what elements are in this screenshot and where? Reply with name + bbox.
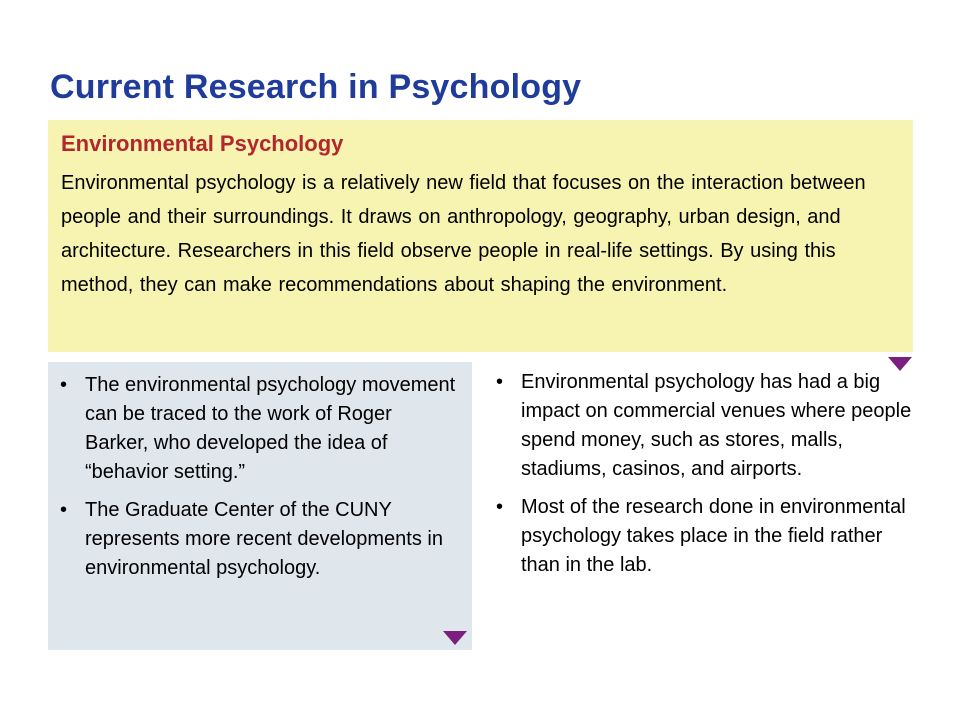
slide-title: Current Research in Psychology	[50, 68, 582, 106]
down-triangle-marker-icon	[443, 631, 467, 645]
bullet-icon: •	[60, 374, 68, 396]
bullet-text: Most of the research done in environmental psychology takes place in the field rather than in the lab.	[521, 496, 906, 576]
intro-body: Environmental psychology is a relatively new field that focuses on the interaction between people and their surroundings. It draws on anthropology, geography, urban design, and architecture. Researchers in this field observe people in real-life settings. By using this method, they can make recommendations about shaping the environment.	[61, 172, 866, 296]
bullet-icon: •	[496, 371, 504, 393]
left-bullet-box	[48, 362, 472, 650]
bullet-text: The Graduate Center of the CUNY represents more recent developments in environmental psychology.	[85, 499, 443, 579]
left-bullet-list	[60, 371, 458, 583]
bullet-text: Environmental psychology has had a big impact on commercial venues where people spend money, such as stores, malls, stadiums, casinos, and airports.	[521, 371, 912, 480]
bullet-icon: •	[496, 496, 504, 518]
bullet-text: The environmental psychology movement can be traced to the work of Roger Barker, who developed the idea of “behavior setting.”	[85, 374, 456, 483]
intro-box	[48, 120, 913, 352]
bullet-icon: •	[60, 499, 68, 521]
list-item	[496, 368, 916, 484]
list-item	[60, 496, 458, 583]
list-item	[60, 371, 458, 487]
right-bullet-column	[496, 362, 916, 589]
right-bullet-list	[496, 368, 916, 580]
intro-heading: Environmental Psychology	[61, 131, 344, 156]
list-item	[496, 493, 916, 580]
